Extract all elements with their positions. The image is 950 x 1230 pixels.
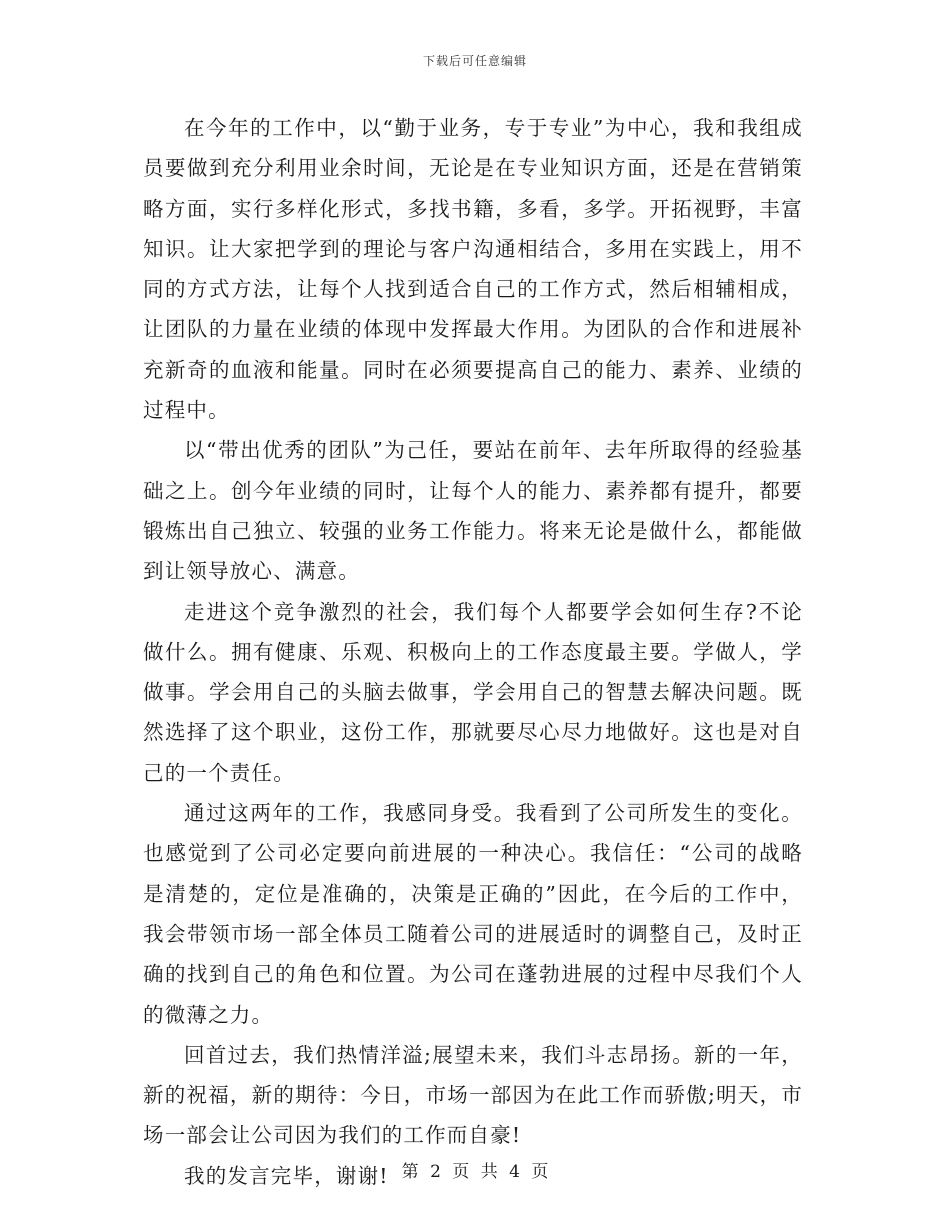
body-paragraph: 通过这两年的工作，我感同身受。我看到了公司所发生的变化。也感觉到了公司必定要向前进展的一种决心。我信任：“公司的战略是清楚的，定位是准确的，决策是正确的”因此，在今后的工作中，我会带领市场一部全体员工随着公司的进展适时的调整自己，及时正确的找到自己的角色和位置。为公司在蓬勃进展的过程中尽我们个人的微薄之力。: [143, 801, 803, 1027]
body-paragraph: 走进这个竞争激烈的社会，我们每个人都要学会如何生存?不论做什么。拥有健康、乐观、积极向上的工作态度最主要。学做人，学做事。学会用自己的头脑去做事，学会用自己的智慧去解决问题。既然选择了这个职业，这份工作，那就要尽心尽力地做好。这也是对自己的一个责任。: [143, 599, 803, 785]
page-header-note: 下载后可任意编辑: [422, 54, 527, 68]
page-number: 第 2 页 共 4 页: [401, 1162, 549, 1182]
body-paragraph: 以“带出优秀的团队”为己任，要站在前年、去年所取得的经验基础之上。创今年业绩的同时，让每个人的能力、素养都有提升，都要锻炼出自己独立、较强的业务工作能力。将来无论是做什么，都能做到让领导放心、满意。: [143, 438, 803, 584]
body-paragraph: 回首过去，我们热情洋溢;展望未来，我们斗志昂扬。新的一年，新的祝福，新的期待：今日，市场一部因为在此工作而骄傲;明天，市场一部会让公司因为我们的工作而自豪!: [143, 1042, 803, 1148]
body-paragraph: 我的发言完毕，谢谢!: [184, 1163, 389, 1188]
document-body: [143, 108, 803, 1196]
body-paragraph: 在今年的工作中，以“勤于业务，专于专业”为中心，我和我组成员要做到充分利用业余时间，无论是在专业知识方面，还是在营销策略方面，实行多样化形式，多找书籍，多看，多学。开拓视野，丰富知识。让大家把学到的理论与客户沟通相结合，多用在实践上，用不同的方式方法，让每个人找到适合自己的工作方式，然后相辅相成，让团队的力量在业绩的体现中发挥最大作用。为团队的合作和进展补充新奇的血液和能量。同时在必须要提高自己的能力、素养、业绩的过程中。: [143, 116, 803, 423]
